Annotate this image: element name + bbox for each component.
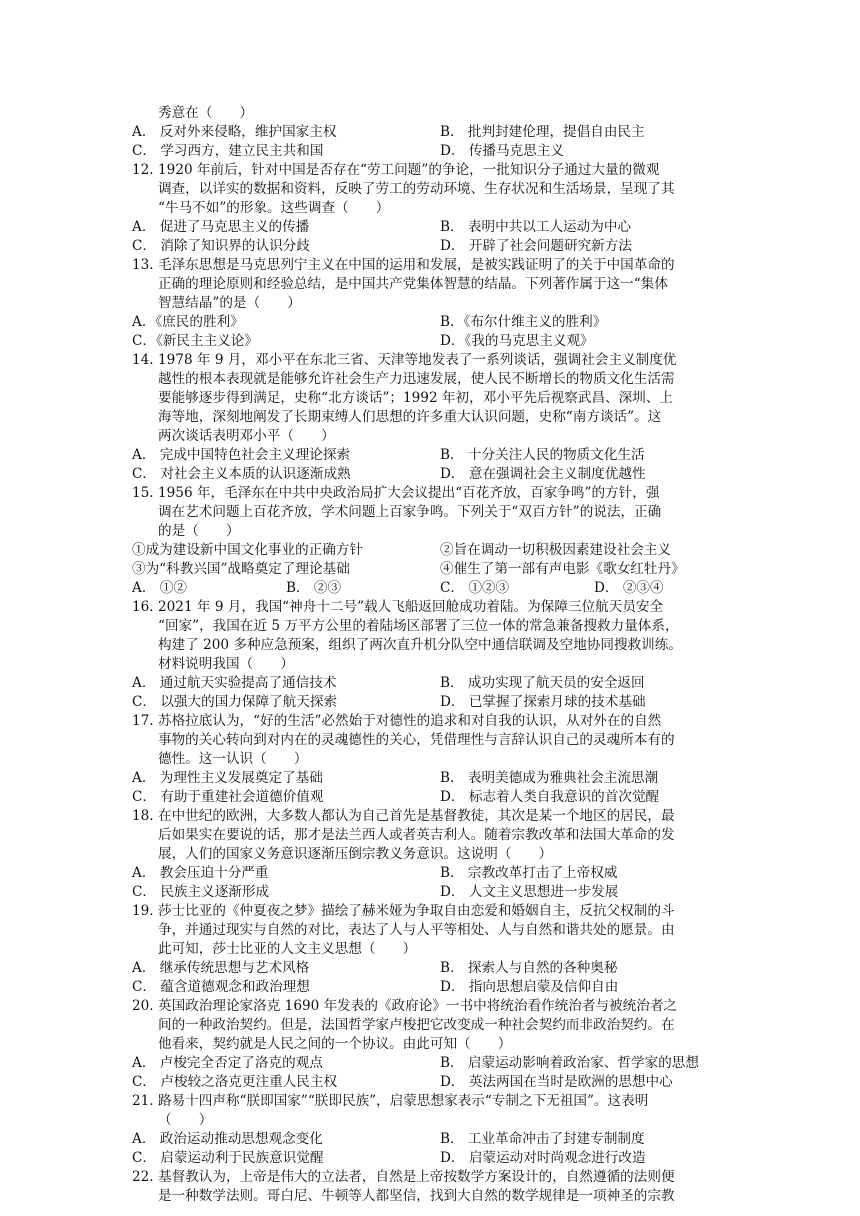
q16-option-a: A． 通过航天实验提高了通信技术	[132, 675, 337, 691]
q13-stem-line: 毛泽东思想是马克思列宁主义在中国的运用和发展，是被实践证明了的关于中国革命的	[158, 257, 675, 273]
q15-item-3: ③为“科教兴国”战略奠定了理论基础	[132, 561, 350, 577]
q16-option-c: C． 以强大的国力保障了航天探索	[132, 694, 338, 710]
q18-stem-line: 展，人们的国家义务意识逐渐压倒宗教义务意识。这说明（ ）	[158, 846, 553, 862]
q18-option-a: A． 教会压迫十分严重	[132, 865, 269, 881]
q20-option-d: D． 英法两国在当时是欧洲的思想中心	[440, 1074, 673, 1090]
q17-stem-line: 苏格拉底认为，“好的生活”必然始于对德性的追求和对自我的认识，从对外在的自然	[158, 713, 662, 729]
q21-number: 21.	[132, 1093, 154, 1109]
q22-stem-line: 是一种数学法则。哥白尼、牛顿等人都坚信，找到大自然的数学规律是一项神圣的宗教	[158, 1188, 675, 1204]
q15-stem-line: 1956 年，毛泽东在中共中央政治局扩大会议提出“百花齐放，百家争鸣”的方针，强	[158, 485, 660, 501]
q21-option-b: B． 工业革命冲击了封建专制制度	[440, 1131, 645, 1147]
q16-stem-line: “回家”，我国在近 5 万平方公里的着陆场区部署了三位一体的常急兼备搜救力量体系，	[158, 618, 679, 634]
q19-option-c: C． 蕴含道德观念和政治理想	[132, 979, 310, 995]
q20-option-c: C． 卢梭较之洛克更注重人民主权	[132, 1074, 338, 1090]
q12-number: 12.	[132, 162, 154, 178]
q14-option-a: A． 完成中国特色社会主义理论探索	[132, 447, 351, 463]
q14-number: 14.	[132, 352, 154, 368]
q14-stem-line: 两次谈话表明邓小平（ ）	[158, 428, 335, 444]
q17-option-c: C． 有助于重建社会道德价值观	[132, 789, 324, 805]
q17-number: 17.	[132, 713, 154, 729]
q13-option-c: C．《新民主主义论》	[132, 333, 258, 349]
q18-stem-line: 在中世纪的欧洲，大多数人都认为自己首先是基督教徒，其次是某一个地区的居民，最	[158, 808, 675, 824]
q15-option-a: A． ①②	[132, 580, 187, 596]
q21-stem-line: 路易十四声称“朕即国家”“朕即民族”，启蒙思想家表示“专制之下无祖国”。这表明	[158, 1093, 649, 1109]
q15-stem-line: 的是（ ）	[158, 523, 240, 539]
q11-option-b: B． 批判封建伦理，提倡自由民主	[440, 124, 645, 140]
q21-option-c: C． 启蒙运动利于民族意识觉醒	[132, 1150, 324, 1166]
q20-option-b: B． 启蒙运动影响着政治家、哲学家的思想	[440, 1055, 699, 1071]
q15-stem-line: 调在艺术问题上百花齐放，学术问题上百家争鸣。下列关于“双百方针”的说法，正确	[158, 504, 662, 520]
q18-number: 18.	[132, 808, 154, 824]
q21-stem-line: （ ）	[158, 1112, 213, 1128]
q21-option-a: A． 政治运动推动思想观念变化	[132, 1131, 323, 1147]
q12-stem-line: “牛马不如”的形象。这些调查（ ）	[158, 200, 390, 216]
q11-stem-tail: 秀意在（ ）	[158, 105, 254, 121]
q14-option-c: C． 对社会主义本质的认识逐渐成熟	[132, 466, 351, 482]
q14-stem-line: 要能够逐步得到满足，史称“北方谈话”；1992 年初，邓小平先后视察武昌、深圳、上	[158, 390, 674, 406]
q19-stem-line: 争，并通过现实与自然的对比，表达了人与人平等相处、人与自然和谐共处的愿景。由	[158, 922, 675, 938]
q13-stem-line: 正确的理论原则和经验总结，是中国共产党集体智慧的结晶。下列著作属于这一“集体	[158, 276, 668, 292]
q16-option-b: B． 成功实现了航天员的安全返回	[440, 675, 645, 691]
q18-option-d: D． 人文主义思想进一步发展	[440, 884, 619, 900]
q13-option-b: B．《布尔什维主义的胜利》	[440, 314, 607, 330]
q19-number: 19.	[132, 903, 154, 919]
q14-stem-line: 1978 年 9 月，邓小平在东北三省、天津等地发表了一系列谈话，强调社会主义制度优	[158, 352, 677, 368]
q16-stem-line: 材料说明我国（ ）	[158, 656, 294, 672]
q14-stem-line: 越性的根本表现就是能够允许社会生产力迅速发展，使人民不断增长的物质文化生活需	[158, 371, 675, 387]
q12-option-a: A． 促进了马克思主义的传播	[132, 219, 310, 235]
q17-option-d: D． 标志着人类自我意识的首次觉醒	[440, 789, 660, 805]
q19-option-a: A． 继承传统思想与艺术风格	[132, 960, 310, 976]
q12-stem-line: 调查，以详实的数据和资料，反映了劳工的劳动环境、生存状况和生活场景，呈现了其	[158, 181, 675, 197]
q22-stem-line: 基督教认为，上帝是伟大的立法者，自然是上帝按数学方案设计的，自然遵循的法则便	[158, 1169, 675, 1185]
q14-stem-line: 海等地，深刻地阐发了长期束缚人们思想的许多重大认识问题，史称“南方谈话”。这	[158, 409, 662, 425]
q17-option-a: A． 为理性主义发展奠定了基础	[132, 770, 323, 786]
q18-stem-line: 后如果实在要说的话，那才是法兰西人或者英吉利人。随着宗教改革和法国大革命的发	[158, 827, 675, 843]
q14-option-b: B． 十分关注人民的物质文化生活	[440, 447, 645, 463]
q11-option-d: D． 传播马克思主义	[440, 143, 564, 159]
q20-stem-line: 英国政治理论家洛克 1690 年发表的《政府论》一书中将统治看作统治者与被统治者之	[158, 998, 678, 1014]
q20-stem-line: 间的一种政治契约。但是，法国哲学家卢梭把它改变成一种社会契约而非政治契约。在	[158, 1017, 675, 1033]
q19-option-d: D． 指向思想启蒙及信仰自由	[440, 979, 619, 995]
q15-option-c: C． ①②③	[440, 580, 510, 596]
q15-option-b: B． ②③	[286, 580, 342, 596]
q13-option-a: A．《庶民的胜利》	[132, 314, 244, 330]
q20-option-a: A． 卢梭完全否定了洛克的观点	[132, 1055, 323, 1071]
q18-option-b: B． 宗教改革打击了上帝权威	[440, 865, 618, 881]
q12-option-d: D． 开辟了社会问题研究新方法	[440, 238, 632, 254]
q17-option-b: B． 表明美德成为雅典社会主流思潮	[440, 770, 659, 786]
q16-number: 16.	[132, 599, 154, 615]
q16-stem-line: 构建了 200 多种应急预案，组织了两次直升机分队空中通信联调及空地协同搜救训练。	[158, 637, 682, 653]
q14-option-d: D． 意在强调社会主义制度优越性	[440, 466, 646, 482]
q19-stem-line: 此可知，莎士比亚的人文主义思想（ ）	[158, 941, 417, 957]
q17-stem-line: 事物的关心转向到对内在的灵魂德性的关心，凭借理性与言辞认识自己的灵魂所本有的	[158, 732, 675, 748]
q12-option-b: B． 表明中共以工人运动为中心	[440, 219, 632, 235]
q18-option-c: C． 民族主义逐渐形成	[132, 884, 270, 900]
q15-number: 15.	[132, 485, 154, 501]
q17-stem-line: 德性。这一认识（ ）	[158, 751, 308, 767]
q22-number: 22.	[132, 1169, 154, 1185]
q11-option-c: C． 学习西方，建立民主共和国	[132, 143, 324, 159]
q16-stem-line: 2021 年 9 月，我国“神舟十二号”载人飞船返回舱成功着陆。为保障三位航天员安全	[158, 599, 664, 615]
q15-item-2: ②旨在调动一切积极因素建设社会主义	[440, 542, 672, 558]
q12-option-c: C． 消除了知识界的认识分歧	[132, 238, 310, 254]
q13-number: 13.	[132, 257, 154, 273]
q12-stem-line: 1920 年前后，针对中国是否存在“劳工问题”的争论，一批知识分子通过大量的微观	[158, 162, 660, 178]
q20-number: 20.	[132, 998, 154, 1014]
q11-option-a: A． 反对外来侵略，维护国家主权	[132, 124, 337, 140]
q19-stem-line: 莎士比亚的《仲夏夜之梦》描绘了赫米娅为争取自由恋爱和婚姻自主，反抗父权制的斗	[158, 903, 675, 919]
q20-stem-line: 他看来，契约就是人民之间的一个协议。由此可知（ ）	[158, 1036, 512, 1052]
q13-option-d: D．《我的马克思主义观》	[440, 333, 594, 349]
q15-item-1: ①成为建设新中国文化事业的正确方针	[132, 542, 364, 558]
q13-stem-line: 智慧结晶”的是（ ）	[158, 295, 301, 311]
q21-option-d: D． 启蒙运动对时尚观念进行改造	[440, 1150, 646, 1166]
q16-option-d: D． 已掌握了探索月球的技术基础	[440, 694, 646, 710]
q15-item-4: ④催生了第一部有声电影《歌女红牡丹》	[440, 561, 685, 577]
q19-option-b: B． 探索人与自然的各种奥秘	[440, 960, 618, 976]
q15-option-d: D． ②③④	[594, 580, 664, 596]
